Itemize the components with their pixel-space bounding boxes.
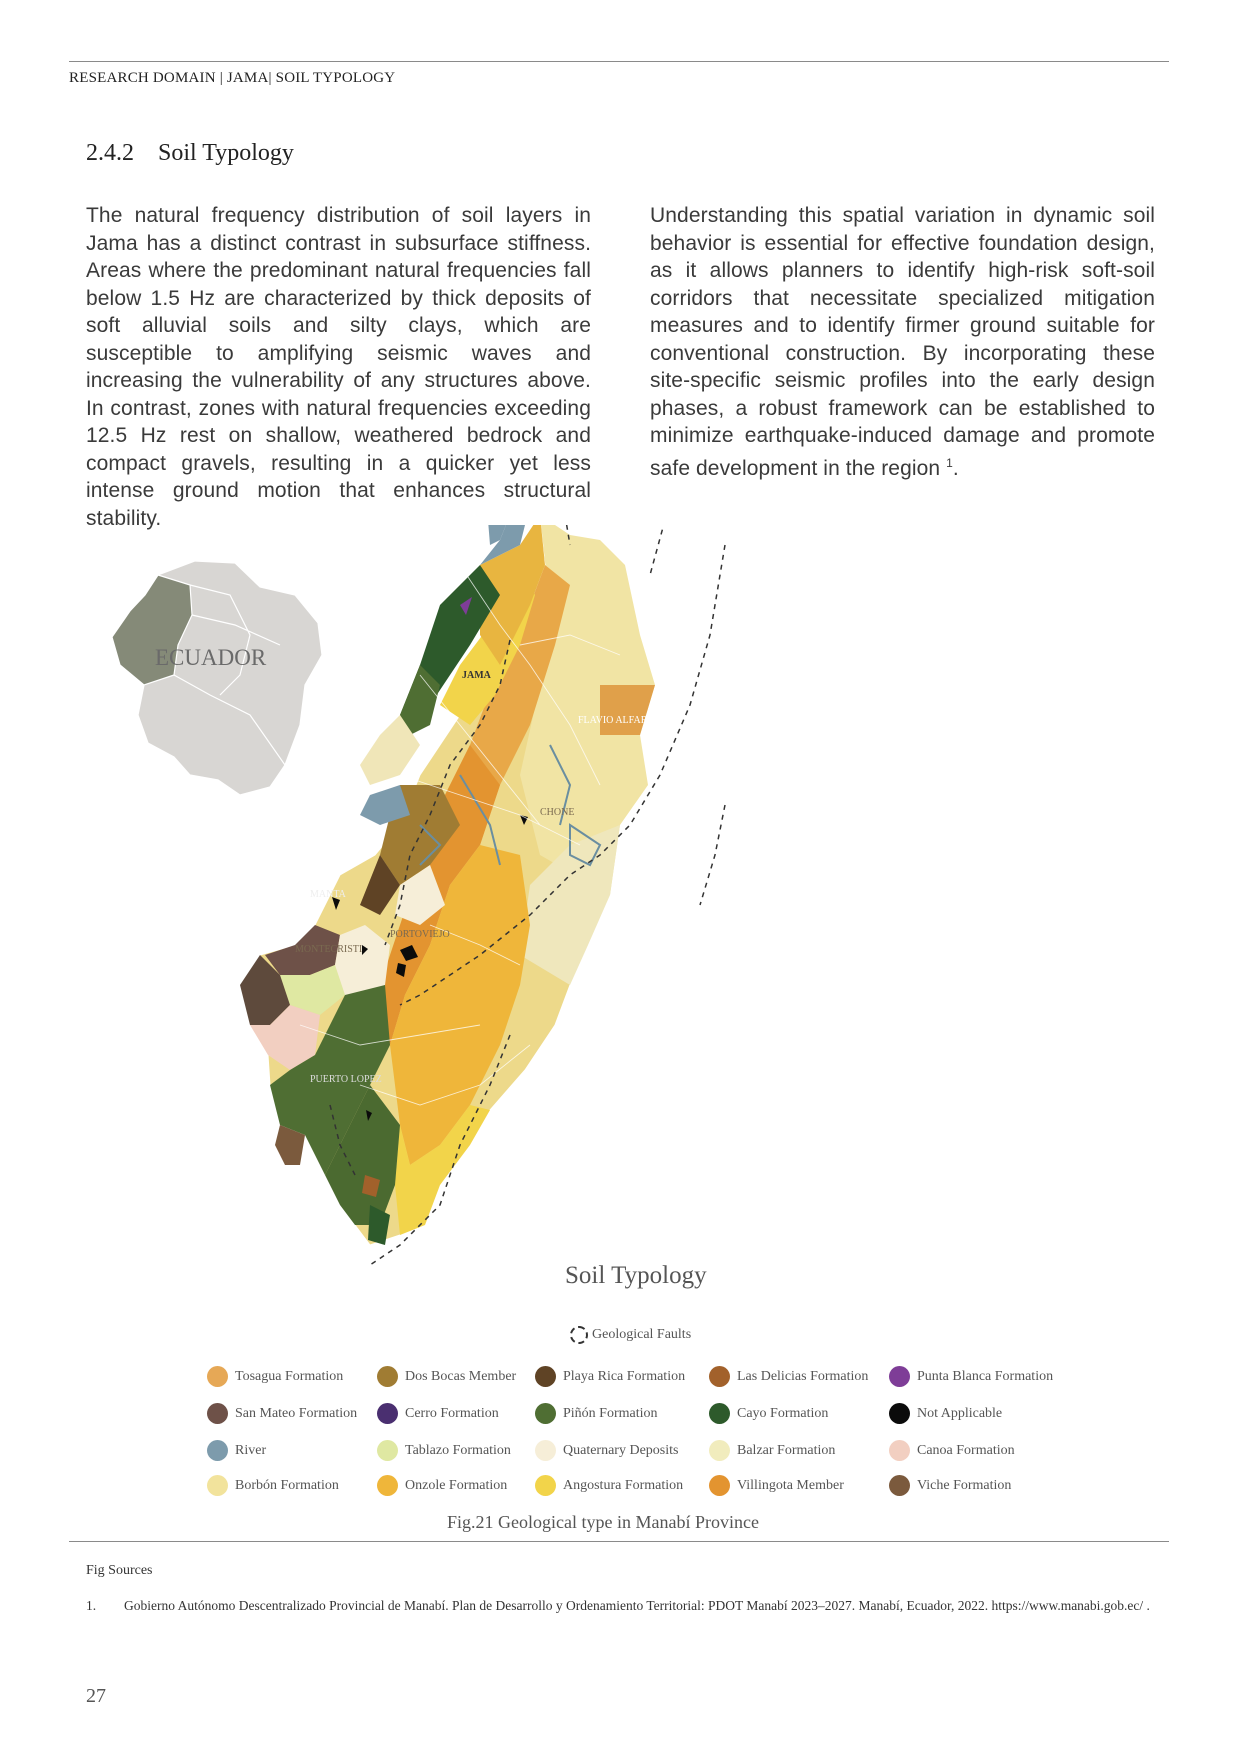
legend-label: Piñón Formation	[563, 1405, 658, 1421]
legend-label: Borbón Formation	[235, 1477, 339, 1493]
legend-item	[889, 1440, 1015, 1461]
legend-item	[377, 1403, 499, 1424]
legend-swatch	[709, 1403, 730, 1424]
legend-item	[889, 1366, 1053, 1387]
source-number: 1.	[86, 1598, 97, 1613]
map-label-montecristi: MONTECRISTI	[295, 944, 363, 955]
section-heading	[86, 140, 294, 167]
footer-rule	[69, 1541, 1169, 1542]
legend-label: Cayo Formation	[737, 1405, 829, 1421]
legend-label: Angostura Formation	[563, 1477, 684, 1493]
legend-swatch	[377, 1403, 398, 1424]
faults-legend	[570, 1326, 691, 1344]
legend-swatch	[535, 1475, 556, 1496]
faults-legend-label: Geological Faults	[592, 1327, 692, 1342]
map-title: Soil Typology	[565, 1262, 707, 1289]
legend-label: Punta Blanca Formation	[917, 1368, 1054, 1384]
header-rule	[69, 61, 1169, 62]
dashed-circle-icon	[570, 1326, 588, 1344]
legend-swatch	[535, 1403, 556, 1424]
footnote-reference[interactable]: 1	[946, 455, 953, 470]
section-title: Soil Typology	[158, 140, 294, 166]
legend-swatch	[377, 1475, 398, 1496]
map-label-manta: MANTA	[310, 889, 346, 900]
legend-label: Villingota Member	[737, 1477, 844, 1493]
legend-swatch	[535, 1366, 556, 1387]
geological-map	[100, 525, 880, 1345]
legend-swatch	[207, 1403, 228, 1424]
legend-swatch	[709, 1366, 730, 1387]
legend-swatch	[377, 1440, 398, 1461]
legend-label: Dos Bocas Member	[405, 1368, 517, 1384]
sources-label: Fig Sources	[86, 1563, 153, 1578]
legend-label: Canoa Formation	[917, 1442, 1015, 1458]
legend-swatch	[207, 1475, 228, 1496]
legend-item	[377, 1440, 511, 1461]
body-paragraph-left: The natural frequency distribution of soil layers in Jama has a distinct contrast in subsurface stiffness. Areas where the predominant natural frequencies fall below 1.5 Hz are characterized by thick deposits of soft alluvial soils and silty clays, which are susceptible to amplifying seismic waves and increasing the vulnerability of any structures above. In contrast, zones with natural frequencies exceeding 12.5 Hz rest on shallow, weathered bedrock and compact gravels, resulting in a quicker yet less intense ground motion that enhances structural stability.	[86, 204, 591, 530]
header-breadcrumb: RESEARCH DOMAIN | JAMA| SOIL TYPOLOGY	[69, 70, 396, 86]
legend-item	[377, 1475, 507, 1496]
ecuador-label: ECUADOR	[155, 645, 267, 670]
body-paragraph-right-end: .	[952, 456, 959, 480]
legend-label: Onzole Formation	[405, 1477, 508, 1493]
legend-item	[709, 1475, 844, 1496]
legend-swatch	[889, 1403, 910, 1424]
legend-label: Playa Rica Formation	[563, 1368, 686, 1384]
legend-swatch	[207, 1440, 228, 1461]
map-label-portoviejo: PORTOVIEJO	[390, 929, 450, 940]
legend-item	[535, 1366, 685, 1387]
legend-item	[889, 1475, 1011, 1496]
legend-swatch	[377, 1366, 398, 1387]
legend-swatch	[889, 1475, 910, 1496]
legend-label: Las Delicias Formation	[737, 1368, 869, 1384]
map-label-flavio-alfaro: FLAVIO ALFARO	[578, 715, 655, 726]
ecuador-inset-map	[112, 561, 322, 795]
legend-swatch	[889, 1366, 910, 1387]
legend-swatch	[535, 1440, 556, 1461]
figure-caption: Fig.21 Geological type in Manabí Province	[447, 1512, 759, 1532]
legend-item	[535, 1403, 658, 1424]
legend-item	[207, 1475, 339, 1496]
body-paragraph-right	[650, 202, 1155, 482]
legend-label: Balzar Formation	[737, 1442, 836, 1458]
legend-item	[377, 1366, 516, 1387]
source-text: Gobierno Autónomo Descentralizado Provincial de Manabí. Plan de Desarrollo y Ordenamiento Territorial: PDOT Manabí 2023–2027. Manabí, Ecuador, 2022. https://www.manabi.gob.ec/ .	[124, 1598, 1150, 1613]
map-label-puerto-lopez: PUERTO LOPEZ	[310, 1074, 382, 1085]
legend-item	[709, 1403, 828, 1424]
legend-swatch	[207, 1366, 228, 1387]
legend-swatch	[709, 1475, 730, 1496]
legend-item	[889, 1403, 1002, 1424]
page-number: 27	[86, 1685, 106, 1707]
legend-label: River	[235, 1442, 267, 1458]
legend-item	[535, 1475, 683, 1496]
legend-swatch	[709, 1440, 730, 1461]
legend-label: Viche Formation	[917, 1477, 1012, 1493]
legend-label: Quaternary Deposits	[563, 1442, 679, 1458]
legend-label: Cerro Formation	[405, 1405, 499, 1421]
map-label-jama: JAMA	[462, 670, 491, 681]
legend-item	[207, 1440, 266, 1461]
legend-item	[207, 1366, 343, 1387]
legend-item	[207, 1403, 357, 1424]
section-number: 2.4.2	[86, 140, 134, 166]
legend-label: Tosagua Formation	[235, 1368, 344, 1384]
legend-item	[535, 1440, 678, 1461]
body-paragraph-right-text: Understanding this spatial variation in dynamic soil behavior is essential for effective foundation design, as it allows planners to identify high-risk soft-soil corridors that necessitate specialized mitigation measures and to identify firmer ground suitable for conventional construction. By incorporating these site-specific seismic profiles into the early design phases, a robust framework can be established to minimize earthquake-induced damage and promote safe development in the region	[650, 204, 1155, 480]
map-label-chone: CHONE	[540, 807, 575, 818]
legend-label: Not Applicable	[917, 1405, 1003, 1421]
legend-label: Tablazo Formation	[405, 1442, 511, 1458]
legend-swatch	[889, 1440, 910, 1461]
legend-label: San Mateo Formation	[235, 1405, 358, 1421]
legend-item	[709, 1440, 835, 1461]
legend-item	[709, 1366, 868, 1387]
